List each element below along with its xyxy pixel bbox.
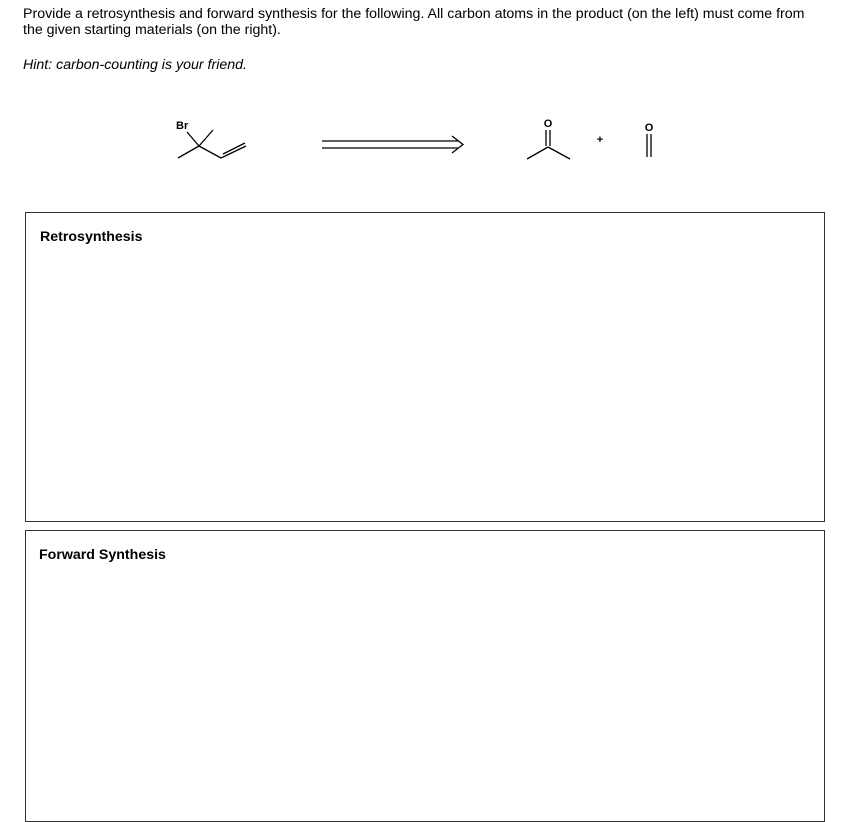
bromine-label: Br bbox=[176, 120, 189, 132]
product-structure bbox=[178, 130, 246, 158]
hint-text: Hint: carbon-counting is your friend. bbox=[23, 57, 247, 73]
retrosynthesis-title: Retrosynthesis bbox=[40, 229, 143, 245]
formaldehyde-oxygen-label: O bbox=[644, 122, 654, 134]
formaldehyde-structure bbox=[647, 134, 651, 157]
plus-sign: + bbox=[596, 134, 604, 146]
bond-vinyl-double-outer bbox=[221, 146, 246, 158]
acetone-oxygen-label: O bbox=[543, 118, 553, 130]
reaction-scheme bbox=[0, 110, 855, 170]
acetone-c-methyl-left bbox=[527, 147, 548, 159]
forward-synthesis-answer-box[interactable] bbox=[25, 530, 825, 822]
retrosynthesis-arrow bbox=[322, 136, 463, 153]
bond-c-br bbox=[187, 132, 199, 146]
acetone-structure bbox=[527, 130, 570, 159]
forward-synthesis-title: Forward Synthesis bbox=[39, 547, 166, 563]
retrosynthesis-answer-box[interactable] bbox=[25, 212, 825, 522]
bond-c-vinyl bbox=[199, 146, 221, 158]
question-prompt: Provide a retrosynthesis and forward synthesis for the following. All carbon atoms in the product (on the left) must come from the given starting materials (on the right). bbox=[23, 6, 805, 38]
acetone-c-methyl-right bbox=[548, 147, 570, 159]
bond-c-methyl-left bbox=[178, 146, 199, 158]
bond-c-methyl-right bbox=[199, 130, 213, 146]
